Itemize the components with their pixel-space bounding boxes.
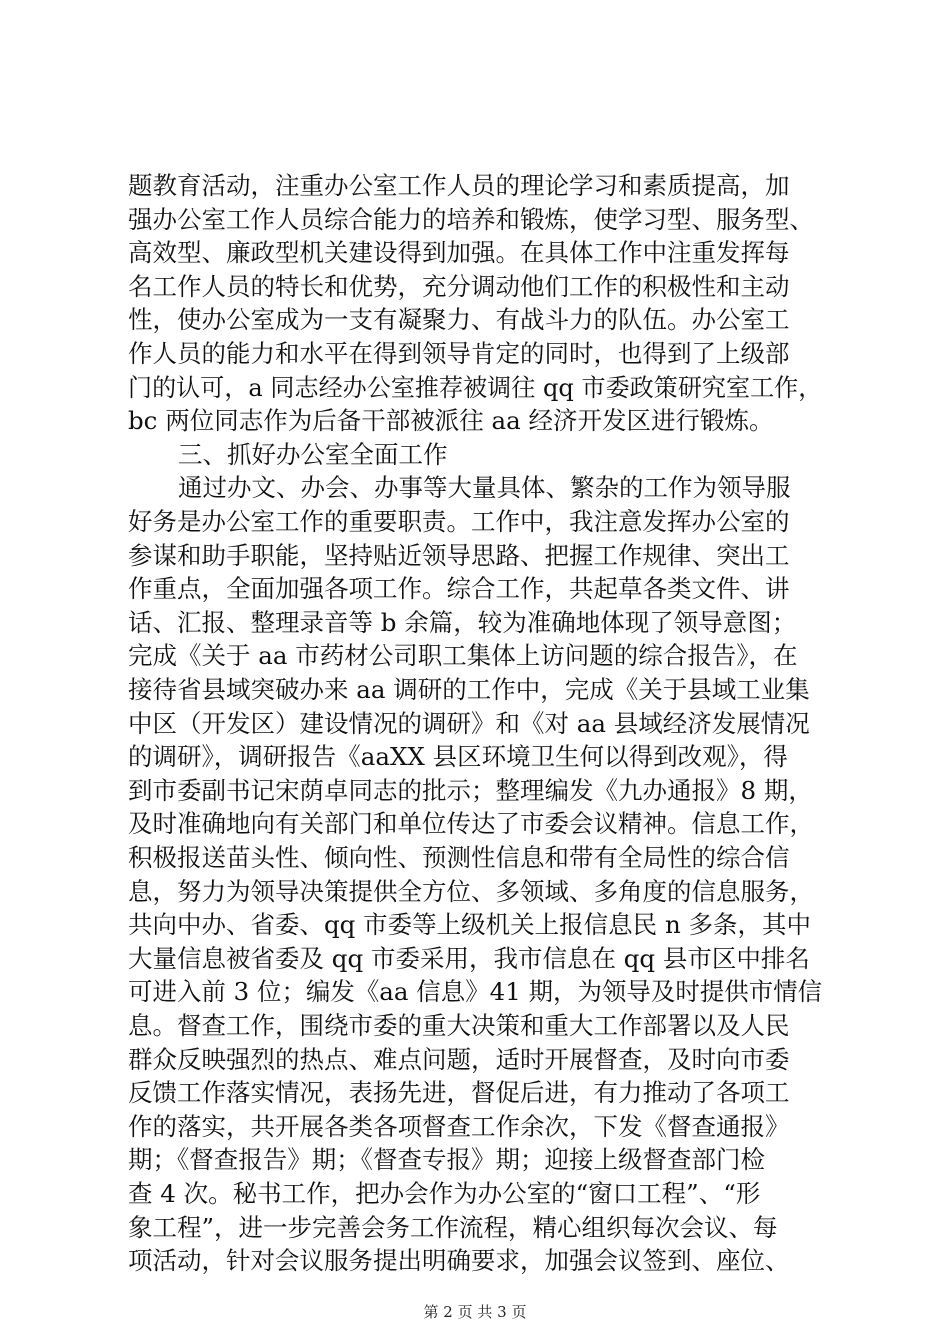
text-line: 到市委副书记宋荫卓同志的批示；整理编发《九办通报》8 期，	[128, 776, 813, 805]
text-line: 象工程”，进一步完善会务工作流程，精心组织每次会议、每	[128, 1213, 778, 1242]
text-line: 息。督查工作，围绕市委的重大决策和重大工作部署以及人民	[128, 1011, 790, 1040]
text-line: 项活动，针对会议服务提出明确要求，加强会议签到、座位、	[128, 1246, 790, 1275]
text-line: 积极报送苗头性、倾向性、预测性信息和带有全局性的综合信	[128, 843, 790, 872]
text-line: 高效型、廉政型机关建设得到加强。在具体工作中注重发挥每	[128, 238, 790, 267]
text-line: 期；《督查报告》期；《督查专报》期；迎接上级督查部门检	[128, 1145, 765, 1174]
text-line: bc 两位同志作为后备干部被派往 aa 经济开发区进行锻炼。	[128, 406, 774, 435]
text-line: 及时准确地向有关部门和单位传达了市委会议精神。信息工作，	[128, 809, 814, 838]
text-line: 好务是办公室工作的重要职责。工作中，我注意发挥办公室的	[128, 507, 790, 536]
text-line: 作的落实，共开展各类各项督查工作余次，下发《督查通报》	[128, 1112, 790, 1141]
text-line: 性，使办公室成为一支有凝聚力、有战斗力的队伍。办公室工	[128, 305, 790, 334]
text-line: 作人员的能力和水平在得到领导肯定的同时，也得到了上级部	[128, 339, 790, 368]
text-line: 话、汇报、整理录音等 b 余篇，较为准确地体现了领导意图；	[128, 608, 797, 637]
page-number-footer: 第 2 页 共 3 页	[423, 1303, 527, 1321]
text-line: 的调研》，调研报告《aaXX 县区环境卫生何以得到改观》，得	[128, 742, 788, 771]
text-line: 群众反映强烈的热点、难点问题，适时开展督查，及时向市委	[128, 1045, 790, 1074]
section-heading: 三、抓好办公室全面工作	[178, 440, 448, 469]
text-line: 名工作人员的特长和优势，充分调动他们工作的积极性和主动	[128, 272, 790, 301]
text-line: 参谋和助手职能，坚持贴近领导思路、把握工作规律、突出工	[128, 541, 790, 570]
text-line: 强办公室工作人员综合能力的培养和锻炼，使学习型、服务型、	[128, 205, 814, 234]
text-line: 作重点，全面加强各项工作。综合工作，共起草各类文件、讲	[128, 574, 790, 603]
text-line: 查 4 次。秘书工作，把办会作为办公室的“窗口工程”、“形	[128, 1179, 761, 1208]
text-line: 反馈工作落实情况，表扬先进，督促后进，有力推动了各项工	[128, 1078, 790, 1107]
text-line: 题教育活动，注重办公室工作人员的理论学习和素质提高，加	[128, 171, 790, 200]
text-line: 共向中办、省委、qq 市委等上级机关上报信息民 n 多条，其中	[128, 910, 812, 939]
text-line: 接待省县域突破办来 aa 调研的工作中，完成《关于县域工业集	[128, 675, 810, 704]
text-line: 可进入前 3 位；编发《aa 信息》41 期，为领导及时提供市情信	[128, 977, 823, 1006]
text-line: 大量信息被省委及 qq 市委采用，我市信息在 qq 县市区中排名	[128, 944, 810, 973]
text-line: 门的认可，a 同志经办公室推荐被调往 qq 市委政策研究室工作，	[128, 373, 823, 402]
text-line: 息，努力为领导决策提供全方位、多领域、多角度的信息服务，	[128, 877, 814, 906]
paragraph-first-line: 通过办文、办会、办事等大量具体、繁杂的工作为领导服	[178, 473, 791, 502]
text-line: 中区（开发区）建设情况的调研》和《对 aa 县域经济发展情况	[128, 709, 810, 738]
text-line: 完成《关于 aa 市药材公司职工集体上访问题的综合报告》，在	[128, 641, 798, 670]
